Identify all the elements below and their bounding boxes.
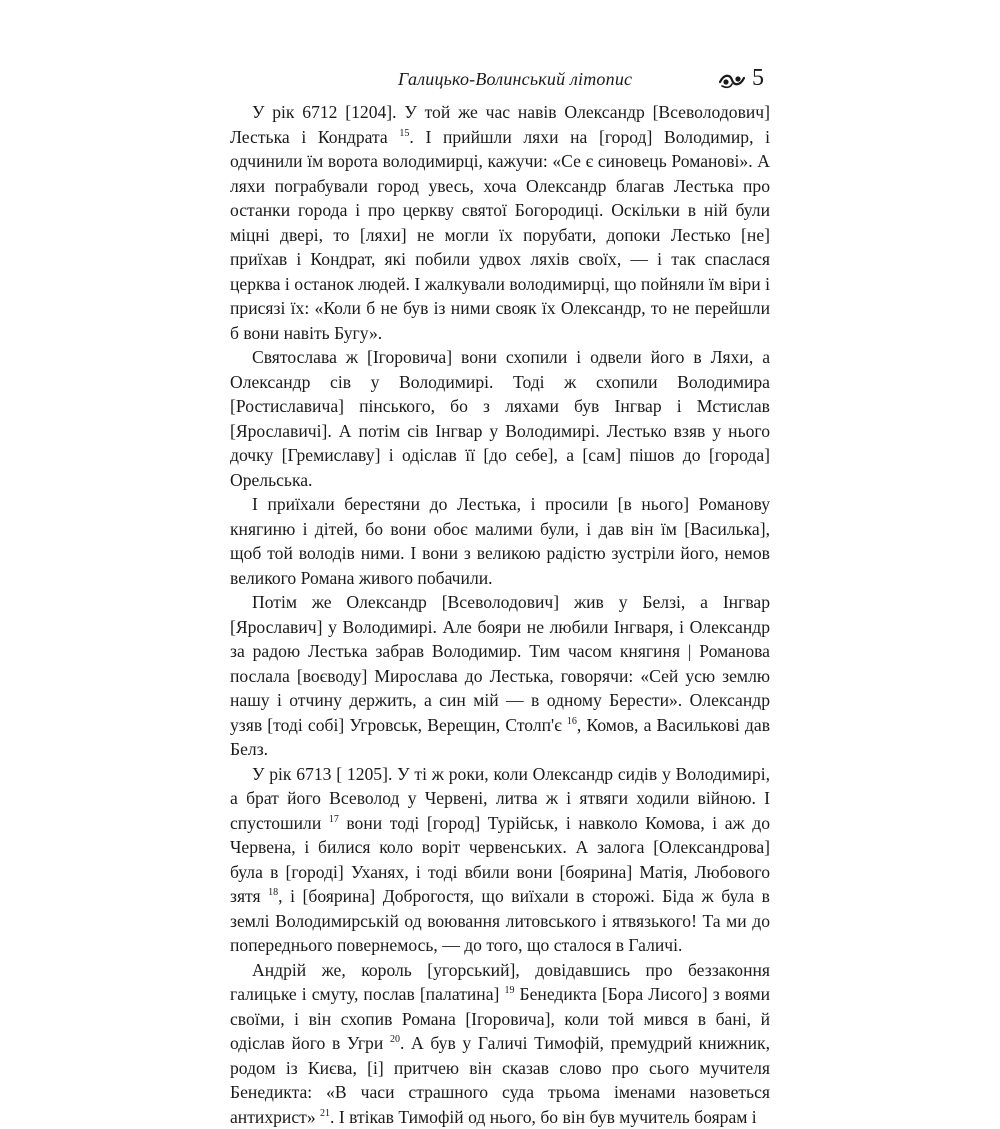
footnote-ref: 17 — [329, 814, 339, 825]
paragraph — [230, 100, 770, 345]
body-text — [230, 100, 770, 1129]
text-run: Потім же Олександр [Всеволодович] жив у Белзі, а Інгвар [Ярославич] у Володимирі. Але бояри не любили Інгваря, і Олександр за радою Лестька забрав Володимир. Тим часом княгиня | Романова послала [воєводу] Мирослава до Лестька, говорячи: «Сей усю землю нашу і отчину держить, а син мій — в одному Берести». Олександр узяв [тоді собі] Угровськ, Верещин, Столп'є — [230, 592, 770, 735]
text-run: Андрій же, король [угорський], довідавшись про беззаконня галицьке і смуту, послав [палатина] — [230, 960, 770, 1005]
text-run: У рік 6712 [1204]. У той же час навів Олександр [Всеволодович] Лестька і Кондрата — [230, 102, 770, 147]
paragraph — [230, 492, 770, 590]
footnote-ref: 16 — [567, 716, 577, 727]
text-run: вони тоді [город] Турійськ, і навколо Комова, і аж до Червена, і билися коло воріт червенських. А залога [Олександрова] була в [городі] Уханях, і тоді вбили вони [боярина] Матія, Любового зятя — [230, 813, 770, 907]
text-run: , Комов, а Василькові дав Белз. — [230, 715, 770, 760]
footnote-ref: 15 — [399, 128, 409, 139]
footnote-ref: 20 — [390, 1034, 400, 1045]
footnote-ref: 18 — [268, 887, 278, 898]
paragraph — [230, 762, 770, 958]
running-title: Галицько-Волинський літопис — [398, 69, 632, 90]
page-number: 5 — [752, 64, 764, 92]
paragraph — [230, 958, 770, 1129]
text-run: У рік 6713 [ 1205]. У ті ж роки, коли Олександр сидів у Володимирі, а брат його Всеволод у Червені, литва ж і ятвяги ходили війною. І спустошили — [230, 764, 770, 833]
footnote-ref: 21 — [320, 1108, 330, 1119]
text-run: Бенедикта [Бора Лисого] з воями своїми, і він схопив Романа [Ігоровича], коли той мився в бані, й одіслав його в Угри — [230, 984, 770, 1053]
page-header — [230, 60, 770, 96]
text-run: , і [боярина] Доброгостя, що виїхали в сторожі. Біда ж була в землі Володимирській од воювання литовського і ятвязького! Та ми до попереднього повернемось, — до того, що сталося в Галичі. — [230, 886, 770, 955]
footnote-ref: 19 — [504, 985, 514, 996]
text-run: Святослава ж [Ігоровича] вони схопили і одвели його в Ляхи, а Олександр сів у Володимирі. Тоді ж схопили Володимира [Ростиславича] пінського, бо з ляхами був Інгвар і Мстислав [Ярославичі]. А потім сів Інгвар у Володимирі. Лестько взяв у нього дочку [Гремиславу] і одіслав її [до себе], а [сам] пішов до [города] Орельська. — [230, 347, 770, 490]
text-run: . А був у Галичі Тимофій, премудрий книжник, родом із Києва, [і] притчею він сказав слово про сього мучителя Бенедикта: «В часи страшного суда трьома іменами назоветься антихрист» — [230, 1033, 770, 1127]
paragraph — [230, 590, 770, 762]
flourish-icon — [718, 70, 746, 90]
text-run: . І прийшли ляхи на [город] Володимир, і одчинили їм ворота володимирці, кажучи: «Се є синовець Романові». А ляхи пограбували город увесь, хоча Олександр благав Лестька про останки города і про церкву святої Богородиці. Оскільки в ній були міцні двері, то [ляхи] не могли їх порубати, допоки Лестько [не] приїхав і Кондрат, які побили удвох ляхів своїх, — і так спаслася церква і останок людей. І жалкували володимирці, що пойняли їм віри і присязі їх: «Коли б не був із ними свояк їх Олександр, то не перейшли б вони навіть Бугу». — [230, 127, 770, 343]
paragraph — [230, 345, 770, 492]
text-run: . І втікав Тимофій од нього, бо він був мучитель боярам і — [330, 1107, 757, 1127]
text-run: І приїхали берестяни до Лестька, і просили [в нього] Романову княгиню і дітей, бо вони обоє малими були, і дав він їм [Василька], щоб той володів ними. І вони з великою радістю зустріли його, немов великого Романа живого побачили. — [230, 494, 770, 588]
